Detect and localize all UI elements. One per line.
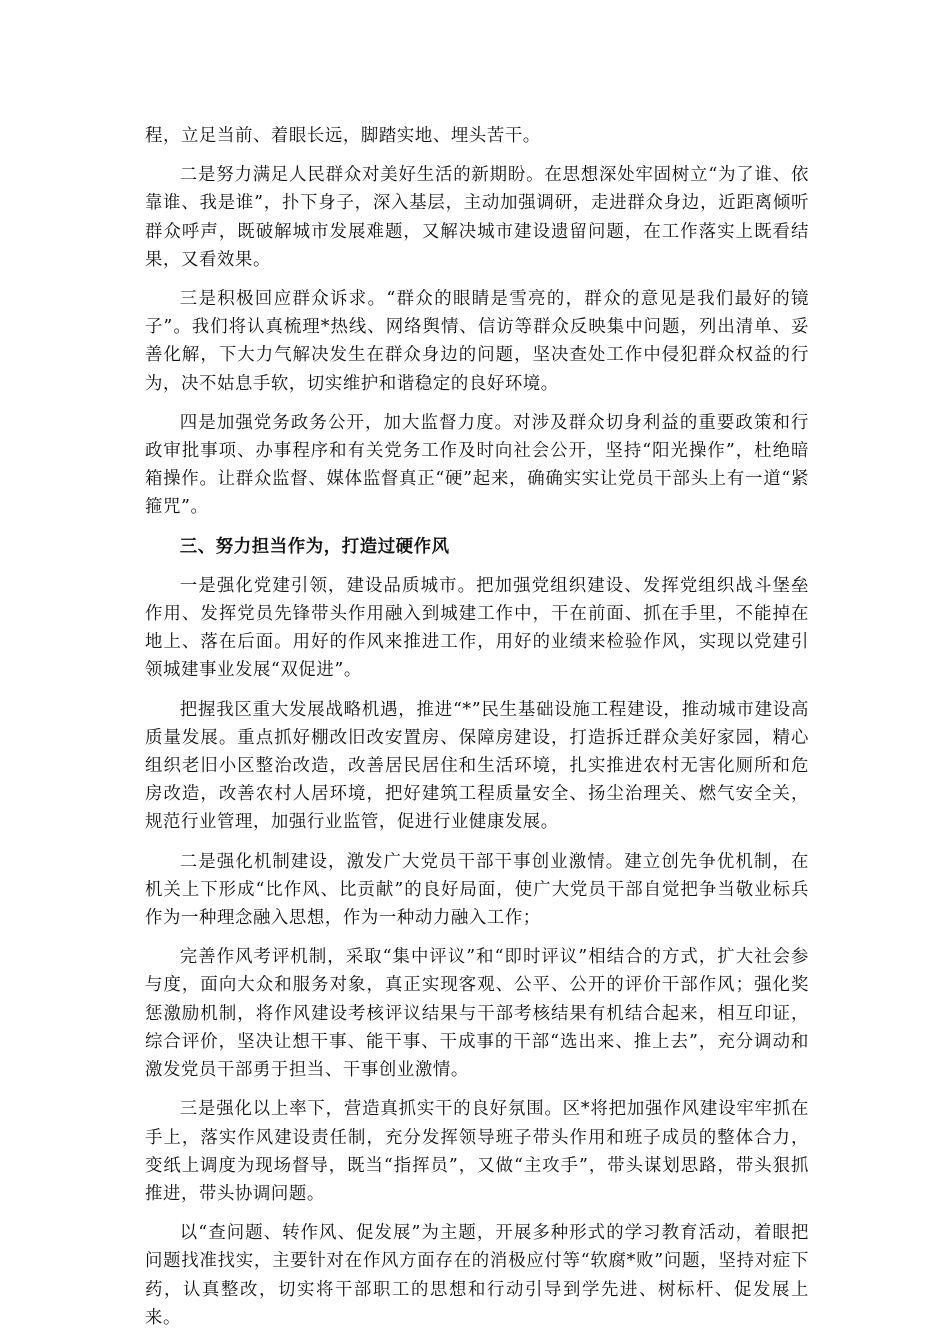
section-heading: 三、努力担当作为，打造过硬作风	[179, 536, 450, 557]
paragraph-point-two: 二是努力满足人民群众对美好生活的新期盼。在思想深处牢固树立“为了谁、依靠谁、我是谁”，扑下身子，深入基层，主动加强调研，走进群众身边，近距离倾听群众呼声，既破解城市发展难题，又解决城市建设遗留问题，在工作落实上既看结果，又看效果。	[145, 165, 809, 270]
paragraph-section3-one-detail: 把握我区重大发展战略机遇，推进“*”民生基础设施工程建设，推动城市建设高质量发展。重点抓好棚改旧改安置房、保障房建设，打造拆迁群众美好家园，精心组织老旧小区整治改造，改善居民居住和生活环境，扎实推进农村无害化厕所和危房改造，改善农村人居环境，把好建筑工程质量安全、扬尘治理关、燃气安全关，规范行业管理，加强行业监管，促进行业健康发展。	[145, 699, 809, 833]
paragraph-section3-three-detail: 以“查问题、转作风、促发展”为主题，开展多种形式的学习教育活动，着眼把问题找准找实，主要针对在作风方面存在的消极应付等“软腐*败”问题，坚持对症下药，认真整改，切实将干部职工的思想和行动引导到学先进、树标杆、促发展上来。	[145, 1223, 809, 1328]
paragraph-section3-two-detail: 完善作风考评机制，采取“集中评议”和“即时评议”相结合的方式，扩大社会参与度，面向大众和服务对象，真正实现客观、公平、公开的评价干部作风；强化奖惩激励机制，将作风建设考核评议结果与干部考核结果有机结合起来，相互印证，综合评价，坚决让想干事、能干事、干成事的干部“选出来、推上去”，充分调动和激发党员干部勇于担当、干事创业激情。	[145, 947, 809, 1081]
paragraph-section3-two: 二是强化机制建设，激发广大党员干部干事创业激情。建立创先争优机制，在机关上下形成“比作风、比贡献”的良好局面，使广大党员干部自觉把争当敬业标兵作为一种理念融入思想，作为一种动力融入工作；	[145, 851, 809, 929]
paragraph-point-four: 四是加强党务政务公开，加大监督力度。对涉及群众切身利益的重要政策和行政审批事项、办事程序和有关党务工作及时向社会公开，坚持“阳光操作”，杜绝暗箱操作。让群众监督、媒体监督真正“硬”起来，确确实实让党员干部头上有一道“紧箍咒”。	[145, 412, 809, 518]
paragraph-continuation: 程，立足当前、着眼长远，脚踏实地、埋头苦干。	[145, 126, 541, 146]
document-page	[145, 122, 809, 1332]
paragraph-section3-one: 一是强化党建引领，建设品质城市。把加强党组织建设、发挥党组织战斗堡垒作用、发挥党员先锋带头作用融入到城建工作中，干在前面、抓在手里，不能掉在地上、落在后面。用好的作风来推进工作，用好的业绩来检验作风，实现以党建引领城建事业发展“双促进”。	[145, 575, 809, 681]
paragraph-section3-three: 三是强化以上率下，营造真抓实干的良好氛围。区*将把加强作风建设牢牢抓在手上，落实作风建设责任制，充分发挥领导班子带头作用和班子成员的整体合力，变纸上调度为现场督导，既当“指挥员”，又做“主攻手”，带头谋划思路，带头狠抓推进，带头协调问题。	[145, 1099, 809, 1204]
paragraph-point-three: 三是积极回应群众诉求。“群众的眼睛是雪亮的，群众的意见是我们最好的镜子”。我们将认真梳理*热线、网络舆情、信访等群众反映集中问题，列出清单、妥善化解，下大力气解决发生在群众身边的问题，坚决查处工作中侵犯群众权益的行为，决不姑息手软，切实维护和谐稳定的良好环境。	[145, 289, 809, 394]
